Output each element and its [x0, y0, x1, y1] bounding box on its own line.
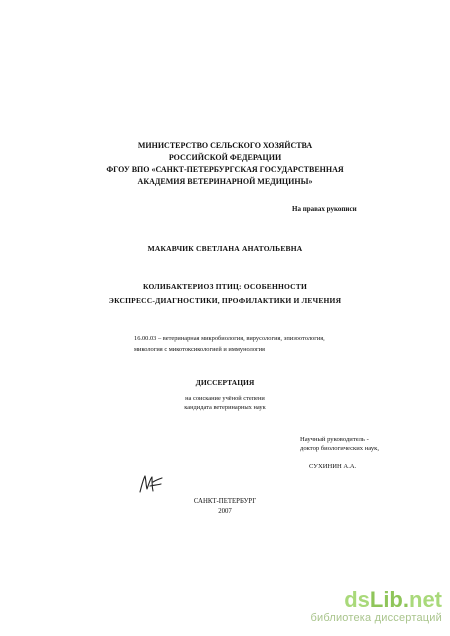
footer-year: 2007 [218, 508, 232, 515]
title-line-2: ЭКСПРЕСС-ДИАГНОСТИКИ, ПРОФИЛАКТИКИ И ЛЕЧЕНИЯ [108, 296, 342, 305]
specialty-block [134, 333, 325, 355]
footer-city: САНКТ-ПЕТЕРБУРГ [193, 498, 257, 505]
author-name: МАКАВЧИК СВЕТЛАНА АНАТОЛЬЕВНА [147, 244, 303, 253]
dslib-tagline: библиотека диссертаций [310, 612, 442, 624]
handwritten-signature [137, 470, 165, 498]
dissertation-label: ДИССЕРТАЦИЯ [195, 378, 255, 387]
ministry-line-4: АКАДЕМИЯ ВЕТЕРИНАРНОЙ МЕДИЦИНЫ» [137, 177, 313, 186]
logo-dot: . [402, 587, 409, 612]
logo-lib: Lib [369, 587, 403, 612]
supervisor-line-1: Научный руководитель - [300, 436, 369, 443]
logo-ds: ds [344, 587, 370, 612]
dslib-watermark[interactable] [310, 588, 442, 624]
rights-note: На правах рукописи [292, 205, 357, 213]
ministry-line-1: МИНИСТЕРСТВО СЕЛЬСКОГО ХОЗЯЙСТВА [137, 141, 313, 150]
ministry-line-3: ФГОУ ВПО «САНКТ-ПЕТЕРБУРГСКАЯ ГОСУДАРСТВЕННАЯ [106, 165, 344, 174]
degree-line-2: кандидата ветеринарных наук [184, 404, 266, 411]
dslib-logo [310, 588, 442, 612]
supervisor-block [300, 435, 379, 470]
specialty-line-2: микология с микотоксикологией и иммунология [134, 346, 265, 353]
title-line-1: КОЛИБАКТЕРИОЗ ПТИЦ: ОСОБЕННОСТИ [143, 282, 307, 291]
ministry-line-2: РОССИЙСКОЙ ФЕДЕРАЦИИ [168, 153, 282, 162]
specialty-line-1: 16.00.03 – ветеринарная микробиология, вирусология, эпизоотология, [134, 335, 325, 342]
logo-net: net [409, 587, 442, 612]
degree-line-1: на соискание учёной степени [185, 395, 265, 402]
supervisor-line-2: доктор биологических наук, [300, 445, 379, 452]
supervisor-name: СУХИНИН А.А. [309, 463, 357, 470]
